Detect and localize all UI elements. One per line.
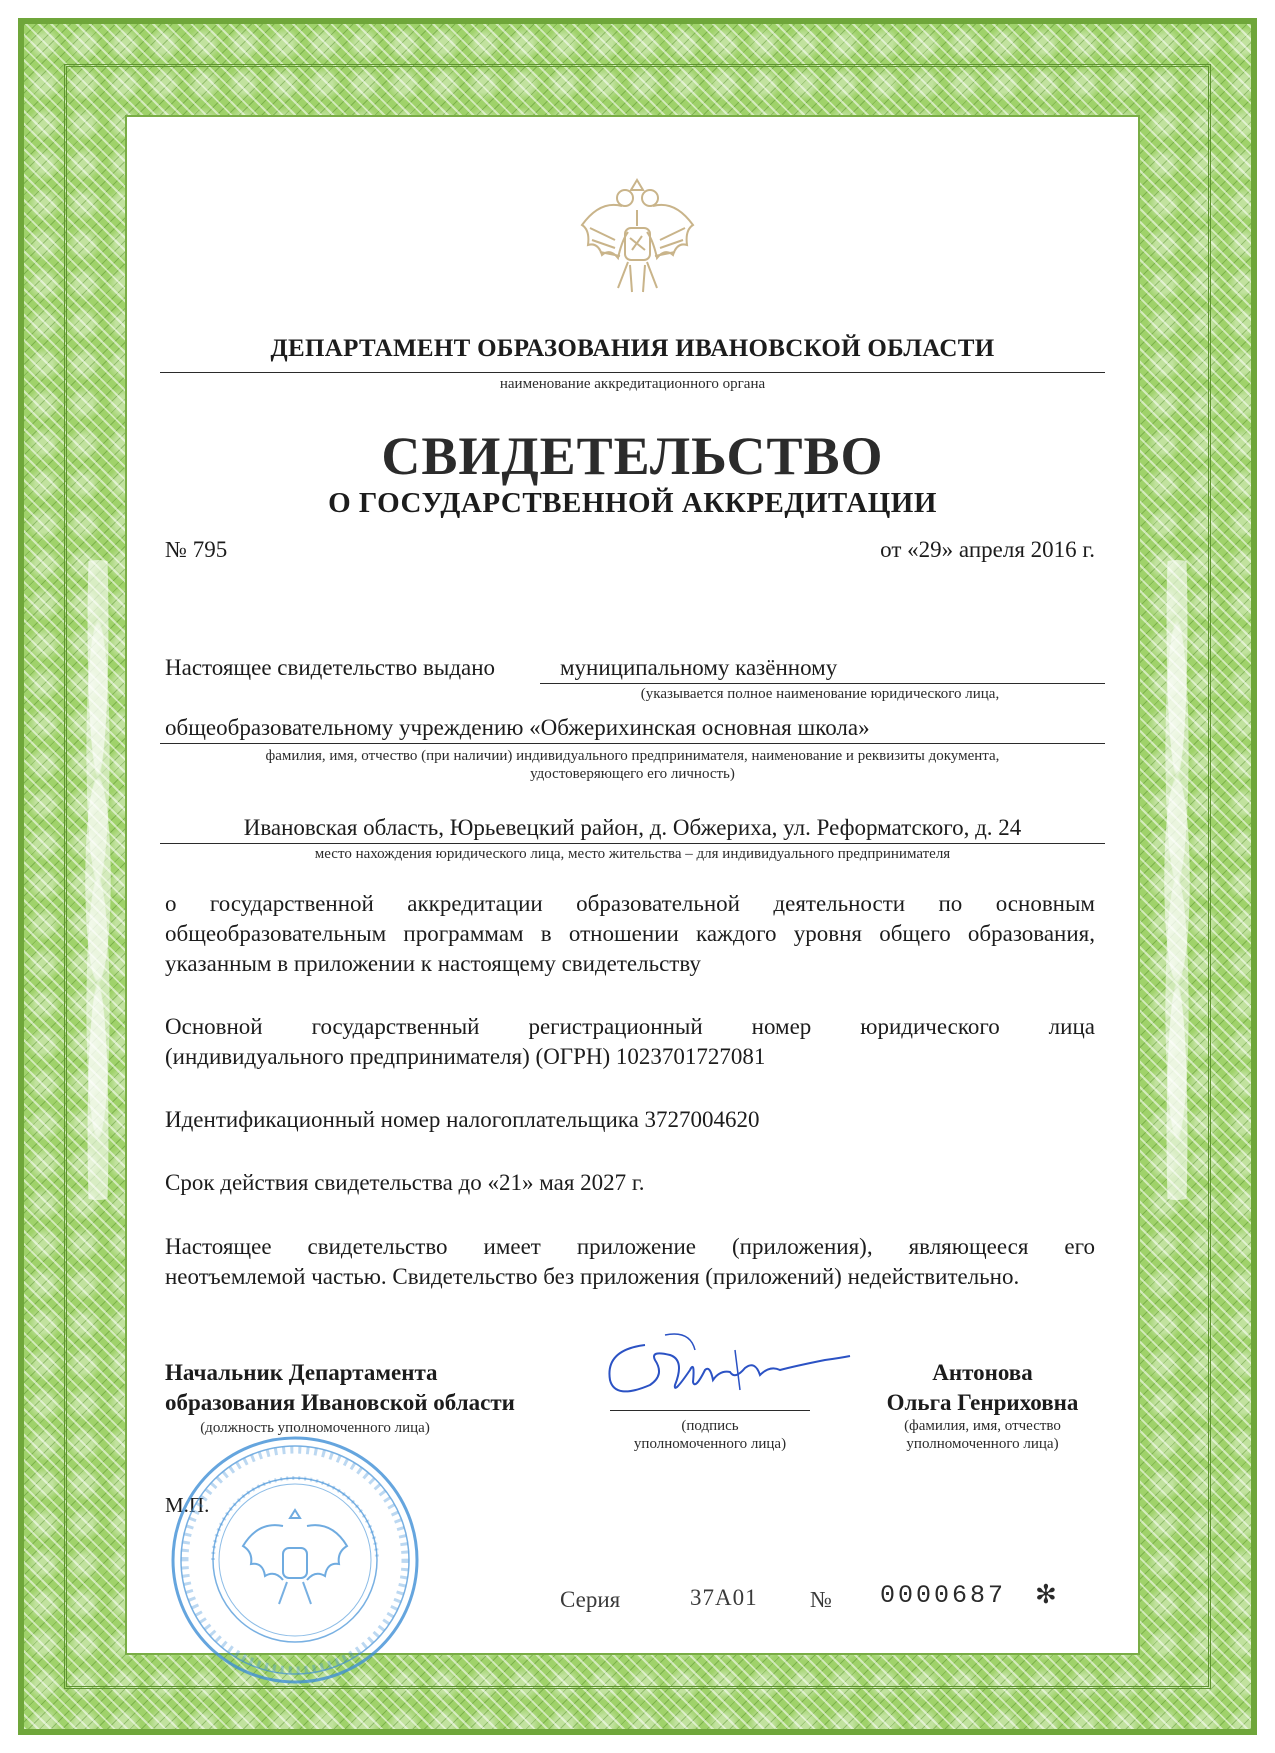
series-value: 37А01	[690, 1585, 758, 1610]
validity-line: Срок действия свидетельства до «21» мая 2027 г.	[165, 1170, 645, 1195]
inn-line: Идентификационный номер налогоплательщика 3727004620	[165, 1107, 760, 1132]
issued-to-caption2-line1: фамилия, имя, отчество (при наличии) индивидуального предпринимателя, наименование и реквизиты документа,	[265, 748, 1000, 764]
appendix-line1: Настоящее свидетельство имеет приложение (приложения), являющееся его	[165, 1234, 1095, 1259]
address-value: Ивановская область, Юрьевецкий район, д. Обжериха, ул. Реформатского, д. 24	[243, 815, 1022, 840]
certificate-date: от «29» апреля 2016 г.	[880, 537, 1095, 562]
signatory-surname: Антонова	[932, 1360, 1033, 1385]
issued-to-caption2-line2: удостоверяющего его личность)	[530, 766, 735, 782]
certificate-subtitle: О ГОСУДАРСТВЕННОЙ АККРЕДИТАЦИИ	[328, 487, 937, 519]
official-seal-stamp	[165, 1430, 425, 1690]
authority-underline	[160, 372, 1105, 373]
certificate-title: СВИДЕТЕЛЬСТВО	[381, 426, 884, 486]
authority-name: ДЕПАРТАМЕНТ ОБРАЗОВАНИЯ ИВАНОВСКОЙ ОБЛАСТИ	[270, 335, 995, 362]
signature	[595, 1330, 855, 1410]
authority-caption: наименование аккредитационного органа	[499, 376, 766, 392]
coat-of-arms-emblem	[570, 170, 705, 305]
issued-to-value-line1: муниципальному казённому	[560, 655, 838, 680]
series-label: Серия	[560, 1587, 621, 1612]
issued-to-value-line2: общеобразовательному учреждению «Обжерихинская основная школа»	[165, 715, 870, 740]
issued-to-caption1: (указывается полное наименование юридического лица,	[640, 686, 1000, 702]
signatory-position-line2: образования Ивановской области	[165, 1390, 515, 1415]
certificate-number: № 795	[165, 537, 228, 562]
signatory-position-caption: (должность уполномоченного лица)	[200, 1420, 430, 1436]
signature-caption-line1: (подпись	[681, 1418, 739, 1434]
ogrn-line1: Основной государственный регистрационный номер юридического лица	[165, 1014, 1095, 1039]
signature-underline	[610, 1410, 810, 1411]
signatory-name: Ольга Генриховна	[886, 1390, 1079, 1415]
border-ornament-right	[1137, 560, 1217, 1200]
blank-number-label: №	[810, 1587, 832, 1612]
accreditation-text-line1: о государственной аккредитации образовательной деятельности по основным	[165, 891, 1095, 916]
issued-to-label: Настоящее свидетельство выдано	[165, 655, 496, 680]
blank-number-value: 0000687	[880, 1581, 1007, 1610]
ogrn-line2: (индивидуального предпринимателя) (ОГРН) 1023701727081	[165, 1044, 766, 1069]
address-underline	[160, 843, 1105, 844]
signatory-name-caption-line2: уполномоченного лица)	[906, 1436, 1059, 1452]
address-caption: место нахождения юридического лица, место жительства – для индивидуального предпринимателя	[314, 846, 951, 862]
signatory-name-caption-line1: (фамилия, имя, отчество	[904, 1418, 1061, 1434]
issued-to-underline2	[160, 743, 1105, 744]
asterisk-mark: ✻	[1035, 1580, 1057, 1609]
issued-to-underline1	[540, 683, 1105, 684]
seal-place-label: М.П.	[165, 1493, 210, 1517]
signatory-position-line1: Начальник Департамента	[165, 1360, 438, 1385]
border-ornament-left	[58, 560, 138, 1200]
accreditation-text-line3: указанным в приложении к настоящему свидетельству	[165, 951, 701, 976]
accreditation-text-line2: общеобразовательным программам в отношении каждого уровня общего образования,	[165, 921, 1095, 946]
signature-caption-line2: уполномоченного лица)	[633, 1436, 787, 1452]
appendix-line2: неотъемлемой частью. Свидетельство без приложения (приложений) недействительно.	[165, 1264, 1020, 1289]
